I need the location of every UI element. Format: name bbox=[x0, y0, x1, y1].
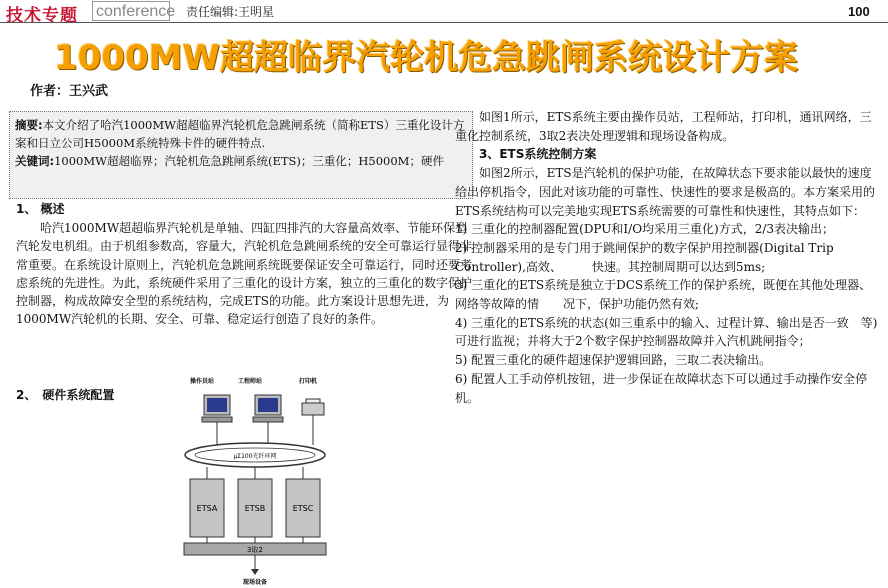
list-item: 2) 控制器采用的是专门用于跳闸保护的数字保护用控制器(Digital Trip Controller),高效、 快速。其控制周期可以达到5ms; bbox=[455, 240, 834, 274]
label-vote: 3取2 bbox=[247, 546, 263, 554]
header-editor: 责任编辑:王明星 bbox=[186, 5, 275, 19]
section-2-title: 2、 硬件系统配置 bbox=[16, 388, 115, 402]
keywords-text: 1000MW超超临界；汽轮机危急跳闸系统(ETS)；三重化；H5000M；硬件 bbox=[54, 154, 444, 168]
label-operator-station: 操作员站 bbox=[189, 378, 215, 385]
header-conference: conference bbox=[92, 1, 170, 21]
label-etsc: ETSC bbox=[292, 504, 314, 513]
section-3-body: 如图2所示，ETS是汽轮机的保护功能，在故障状态下要求能以最快的速度给出停机指令，因此对该功能的可靠性、快速性的要求是极高的。本方案采用的ETS系统结构可以完美地实现ETS系统需要的可靠性和快速性，其特点如下： bbox=[455, 166, 876, 218]
list-item: 3) 三重化的ETS系统是独立于DCS系统工作的保护系统，既便在其他处理器、网络等故障的情 况下，保护功能仍然有效; bbox=[455, 278, 872, 312]
label-etsb: ETSB bbox=[244, 504, 266, 513]
list-item: 4) 三重化的ETS系统的状态(如三重系中的输入、过程计算、输出是否一致 等)可进行监视；并将大于2个数字保护控制器故障并入汽机跳闸指令； bbox=[455, 315, 878, 349]
section-1-body: 哈汽1000MW超超临界汽轮机是单轴、四缸四排汽的大容量高效率、节能环保型汽轮发电机组。由于机组参数高，容量大，汽轮机危急跳闸系统的安全可靠运行显得非常重要。在系统设计原则上，汽轮机危急跳闸系统既要保证安全可靠运行，同时还要考虑系统的先进性。为此，系统硬件采用了三重化的设计方案，独立的三重化的数字保护控制器，构成故障安全型的系统结构，完成ETS的功能。此方案设计思想先进，为1000MW汽轮机的长期、安全、可靠、稳定运行创造了良好的条件。 bbox=[16, 221, 473, 327]
right-column bbox=[455, 108, 883, 407]
label-field-devices: 现场设备 bbox=[242, 579, 268, 586]
abstract-label: 摘要: bbox=[15, 118, 43, 132]
label-network: μΣ100光纤环网 bbox=[233, 453, 277, 460]
list-item: 5) 配置三重化的硬件超速保护逻辑回路，三取二表决输出。 bbox=[455, 353, 772, 368]
article-title: 1000MW超超临界汽轮机危急跳闸系统设计方案 bbox=[54, 38, 798, 78]
keywords-label: 关键词: bbox=[15, 154, 55, 168]
right-intro: 如图1所示，ETS系统主要由操作员站，工程师站，打印机，通讯网络，三重化控制系统，3取2表决处理逻辑和现场设备构成。 bbox=[455, 110, 872, 143]
list-item: 6) 配置人工手动停机按钮，进一步保证在故障状态下可以通过手动操作安全停机。 bbox=[455, 371, 868, 405]
header-brand: 技术专题 bbox=[6, 6, 78, 26]
abstract-text: 本文介绍了哈汽1000MW超超临界汽轮机危急跳闸系统（简称ETS）三重化设计方案和日立公司H5000M系统特殊卡件的硬件特点. bbox=[15, 118, 465, 150]
label-engineer-station: 工程师站 bbox=[237, 378, 263, 385]
header-divider bbox=[0, 22, 888, 23]
monitor-icon bbox=[202, 395, 232, 422]
author: 作者：王兴武 bbox=[30, 84, 109, 99]
section-3-title: 3、ETS系统控制方案 bbox=[479, 147, 597, 162]
section-1-title: 1、 概述 bbox=[16, 202, 65, 216]
page-number: 100 bbox=[848, 4, 870, 19]
label-etsa: ETSA bbox=[196, 504, 218, 513]
list-item: 1) 三重化的控制器配置(DPU和I/O均采用三重化)方式，2/3表决输出； bbox=[455, 222, 835, 237]
label-printer: 打印机 bbox=[298, 378, 318, 385]
printer-icon bbox=[302, 399, 324, 415]
system-diagram bbox=[180, 375, 330, 587]
monitor-icon bbox=[253, 395, 283, 422]
abstract-box bbox=[9, 111, 473, 199]
